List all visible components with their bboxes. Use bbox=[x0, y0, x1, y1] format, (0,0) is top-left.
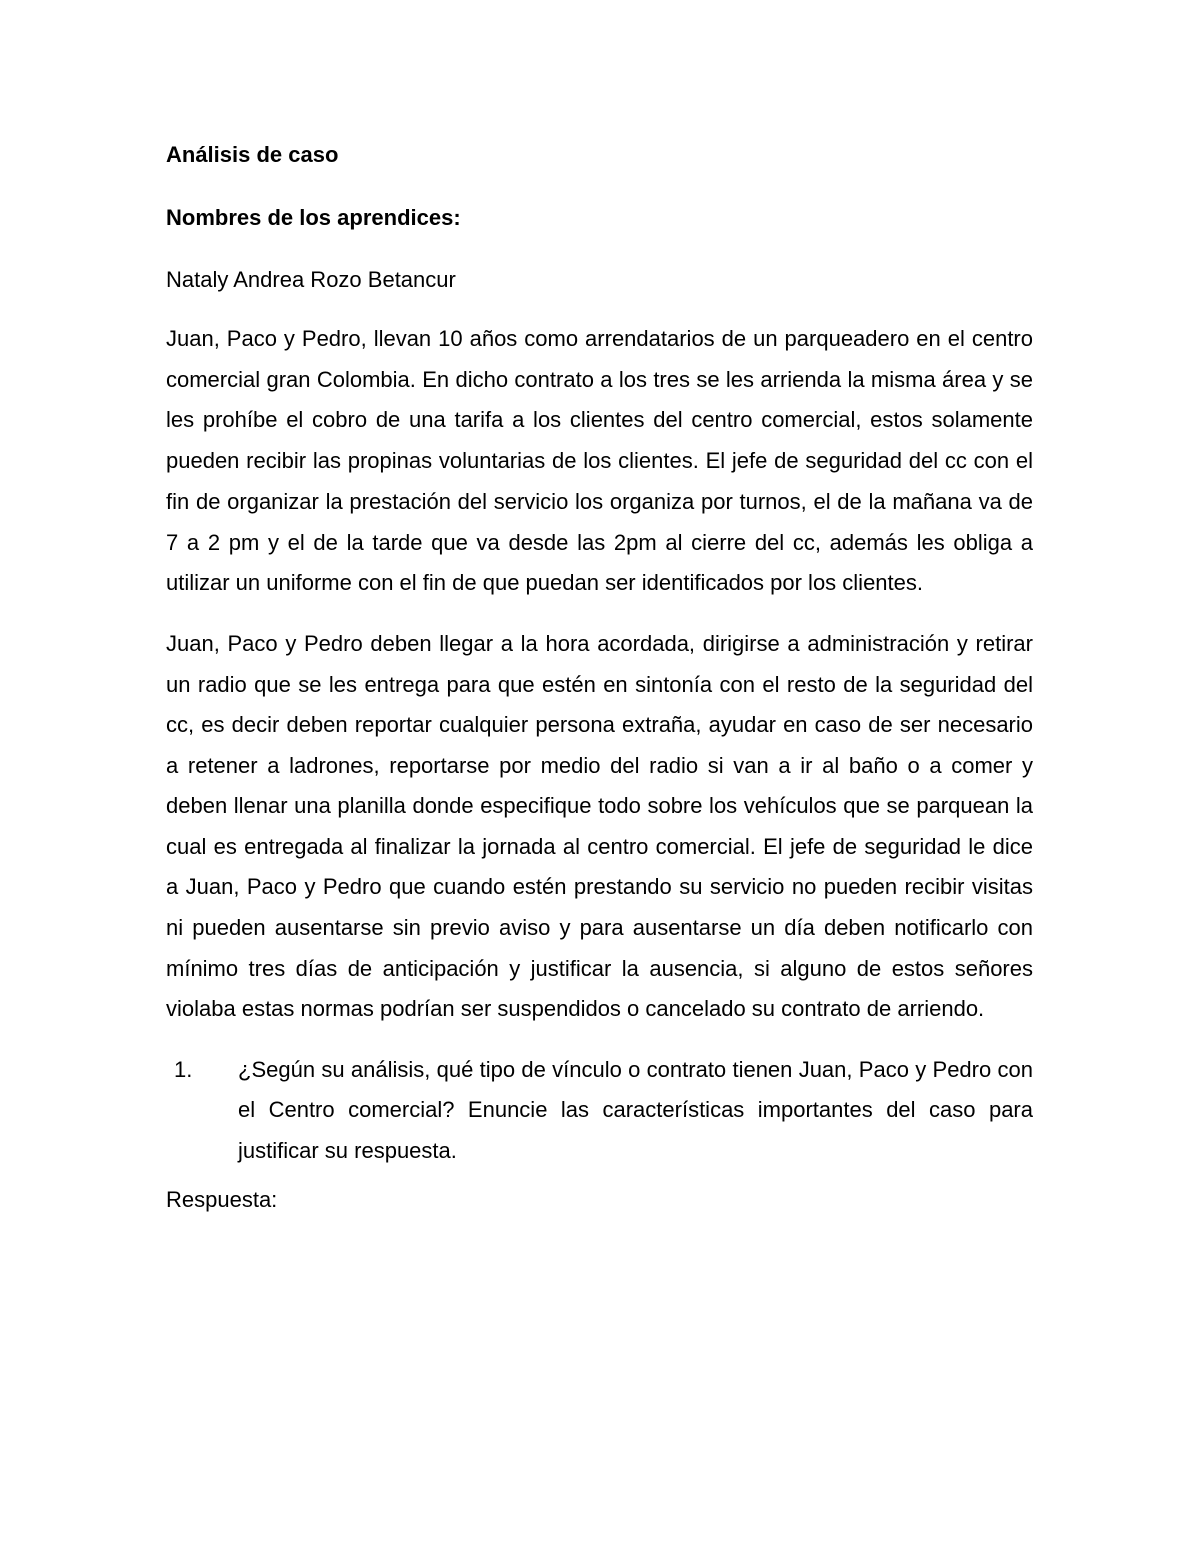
case-paragraph-2: Juan, Paco y Pedro deben llegar a la hora acordada, dirigirse a administración y retirar un radio que se les entrega para que estén en sintonía con el resto de la seguridad del cc, es decir deben reportar cualquier persona extraña, ayudar en caso de ser necesario a retener a ladrones, reportarse por medio del radio si van a ir al baño o a comer y deben llenar una planilla donde especifique todo sobre los vehículos que se parquean la cual es entregada al finalizar la jornada al centro comercial. El jefe de seguridad le dice a Juan, Paco y Pedro que cuando estén prestando su servicio no pueden recibir visitas ni pueden ausentarse sin previo aviso y para ausentarse un día deben notificarlo con mínimo tres días de anticipación y justificar la ausencia, si alguno de estos señores violaba estas normas podrían ser suspendidos o cancelado su contrato de arriendo. bbox=[166, 630, 1033, 1022]
answer-label: Respuesta: bbox=[166, 1187, 278, 1213]
student-name: Nataly Andrea Rozo Betancur bbox=[166, 267, 456, 292]
question-text: ¿Según su análisis, qué tipo de vínculo o contrato tienen Juan, Paco y Pedro con el Centro comercial? Enuncie las características importantes del caso para justificar su respuesta. bbox=[238, 1056, 1033, 1163]
question-number: 1. bbox=[174, 1056, 193, 1082]
students-label: Nombres de los aprendices: bbox=[166, 205, 461, 230]
document-title: Análisis de caso bbox=[166, 142, 339, 167]
document-body bbox=[166, 140, 1033, 1215]
question-item bbox=[166, 1050, 1033, 1172]
case-paragraph-1: Juan, Paco y Pedro, llevan 10 años como arrendatarios de un parqueadero en el centro comercial gran Colombia. En dicho contrato a los tres se les arrienda la misma área y se les prohíbe el cobro de una tarifa a los clientes del centro comercial, estos solamente pueden recibir las propinas voluntarias de los clientes. El jefe de seguridad del cc con el fin de organizar la prestación del servicio los organiza por turnos, el de la mañana va de 7 a 2 pm y el de la tarde que va desde las 2pm al cierre del cc, además les obliga a utilizar un uniforme con el fin de que puedan ser identificados por los clientes. bbox=[166, 326, 1033, 596]
